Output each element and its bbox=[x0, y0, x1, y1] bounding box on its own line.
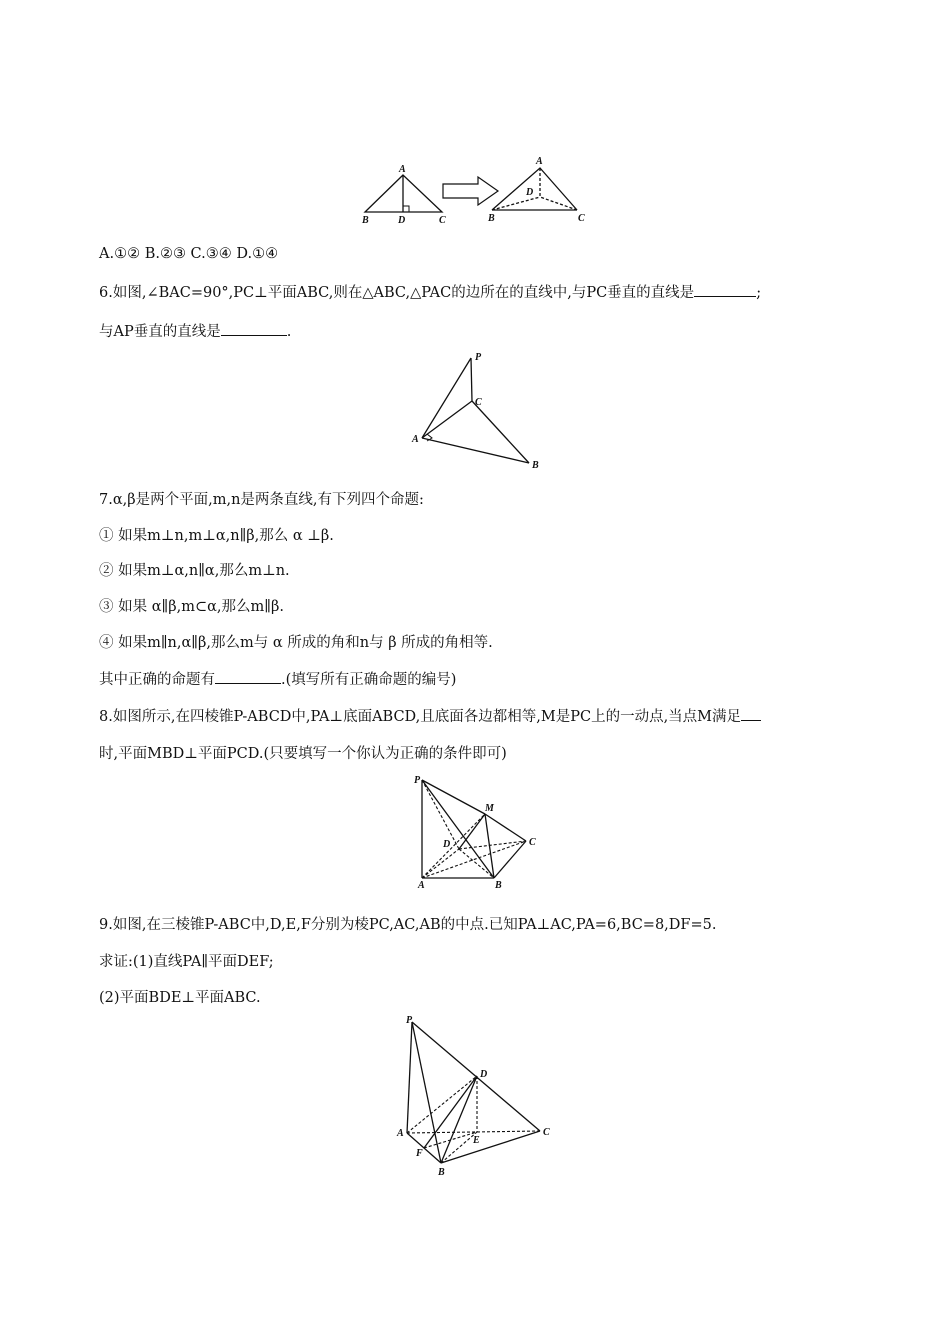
q6-label-a: A bbox=[412, 434, 419, 445]
q8-figure bbox=[408, 773, 548, 891]
q5-left-label-a: A bbox=[399, 164, 406, 175]
q9-label-b: B bbox=[438, 1167, 445, 1178]
q7-answer-blank[interactable] bbox=[215, 669, 281, 684]
q9-stem: 9.如图,在三棱锥P-ABC中,D,E,F分别为棱PC,AC,AB的中点.已知PA⊥AC,PA=6,BC=8,DF=5. bbox=[99, 917, 717, 933]
q9-label-e: E bbox=[473, 1135, 480, 1146]
q8-label-p: P bbox=[414, 775, 421, 786]
q5-right-label-a: A bbox=[536, 156, 543, 167]
q7-ask-end: .(填写所有正确命题的编号) bbox=[281, 672, 457, 688]
q9-label-c: C bbox=[543, 1127, 550, 1138]
q5-left-triangle bbox=[365, 175, 442, 212]
q7-item-4: ④ 如果m∥n,α∥β,那么m与 α 所成的角和n与 β 所成的角相等. bbox=[99, 635, 493, 651]
q9-label-d: D bbox=[480, 1069, 488, 1080]
q5-right-pyramid bbox=[492, 168, 577, 210]
q8-label-d: D bbox=[443, 839, 451, 850]
q6-line2-end: . bbox=[286, 324, 292, 340]
q6-figure bbox=[405, 350, 545, 475]
q8-line1 bbox=[99, 706, 761, 727]
q8-label-c: C bbox=[529, 837, 536, 848]
q5-left-label-b: B bbox=[362, 215, 369, 226]
q5-right-label-b: B bbox=[488, 213, 495, 224]
q6-figure-lines bbox=[422, 358, 529, 463]
q7-item-2: ② 如果m⊥α,n∥α,那么m⊥n. bbox=[99, 563, 290, 579]
q5-right-label-c: C bbox=[578, 213, 585, 224]
q5-left-label-d: D bbox=[398, 215, 406, 226]
q9-label-f: F bbox=[416, 1148, 423, 1159]
q9-figure bbox=[395, 1013, 560, 1183]
q9-label-a: A bbox=[397, 1128, 404, 1139]
q8-line1-text: 8.如图所示,在四棱锥P-ABCD中,PA⊥底面ABCD,且底面各边都相等,M是PC上的一动点,当点M满足 bbox=[99, 709, 742, 725]
q8-figure-solid-lines bbox=[422, 780, 526, 878]
q7-ask bbox=[99, 669, 456, 690]
arrow-right-icon bbox=[443, 177, 498, 205]
q6-line1 bbox=[99, 282, 761, 303]
q6-line2-text: 与AP垂直的直线是 bbox=[99, 324, 221, 340]
q9-proof-2: (2)平面BDE⊥平面ABC. bbox=[99, 990, 261, 1006]
q6-label-c: C bbox=[475, 397, 482, 408]
q6-line1-text: 6.如图,∠BAC=90°,PC⊥平面ABC,则在△ABC,△PAC的边所在的直线中,与PC垂直的直线是 bbox=[99, 285, 695, 301]
q6-answer-blank-2[interactable] bbox=[221, 321, 287, 336]
q7-stem: 7.α,β是两个平面,m,n是两条直线,有下列四个命题: bbox=[99, 492, 424, 508]
q5-figure bbox=[360, 155, 595, 230]
q5-right-label-d: D bbox=[526, 187, 534, 198]
q8-label-m: M bbox=[485, 803, 494, 814]
q6-label-b: B bbox=[532, 460, 539, 471]
q6-answer-blank-1[interactable] bbox=[694, 282, 756, 297]
q7-ask-text: 其中正确的命题有 bbox=[99, 672, 215, 688]
q8-label-b: B bbox=[495, 880, 502, 891]
q5-options: A.①② B.②③ C.③④ D.①④ bbox=[99, 246, 279, 262]
q9-label-p: P bbox=[406, 1015, 413, 1026]
q6-line1-end: ; bbox=[756, 285, 762, 301]
q6-line2 bbox=[99, 321, 291, 342]
q6-label-p: P bbox=[475, 352, 482, 363]
q9-proof-1: 求证:(1)直线PA∥平面DEF; bbox=[99, 954, 274, 970]
q7-item-3: ③ 如果 α∥β,m⊂α,那么m∥β. bbox=[99, 599, 284, 615]
q7-item-1: ① 如果m⊥n,m⊥α,n∥β,那么 α ⊥β. bbox=[99, 528, 334, 544]
q8-line2: 时,平面MBD⊥平面PCD.(只要填写一个你认为正确的条件即可) bbox=[99, 746, 507, 762]
q8-answer-blank[interactable] bbox=[741, 706, 761, 721]
q8-label-a: A bbox=[418, 880, 425, 891]
q5-left-label-c: C bbox=[439, 215, 446, 226]
